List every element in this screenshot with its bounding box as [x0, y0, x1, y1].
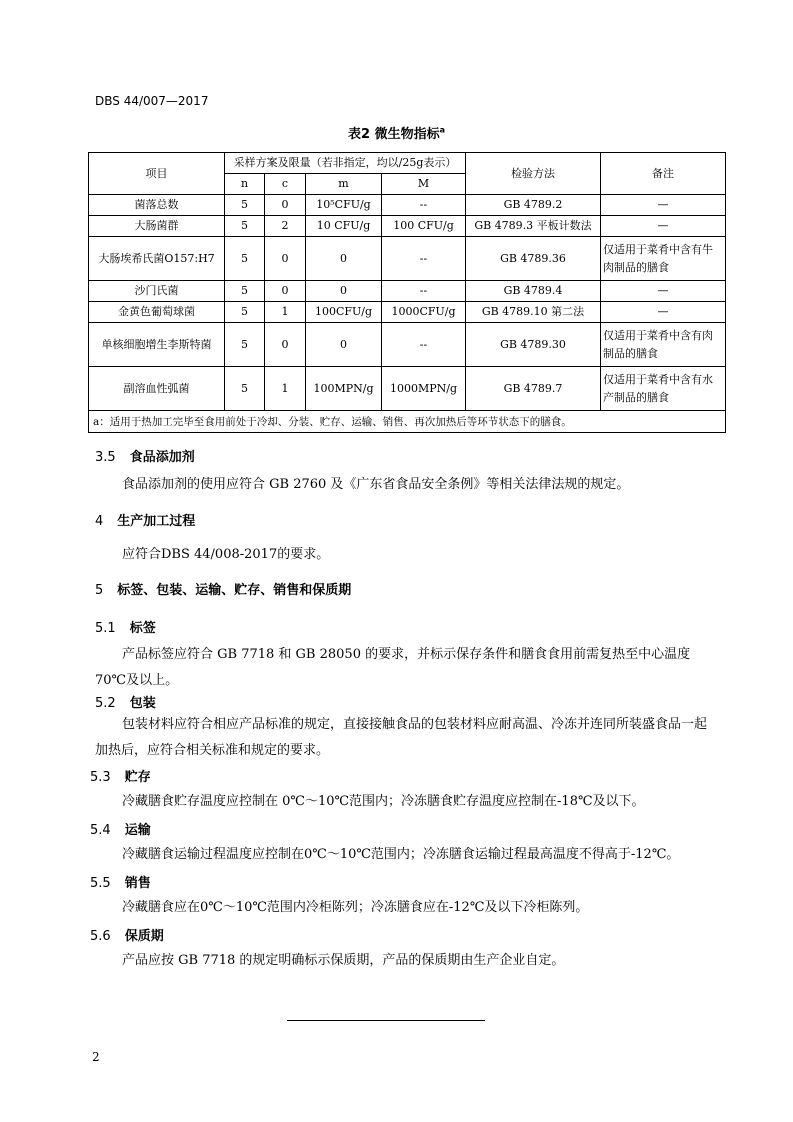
cell-item: 大肠菌群: [89, 216, 225, 237]
section-title: 生产加工过程: [117, 514, 196, 529]
cell-n: 5: [225, 323, 265, 367]
cell-m: 0: [306, 237, 382, 281]
cell-c: 1: [265, 302, 306, 323]
cell-method: GB 4789.4: [466, 281, 601, 302]
section-3-5-heading: [95, 446, 195, 465]
table-header-row: [89, 153, 726, 174]
cell-c: 0: [265, 281, 306, 302]
cell-remark: —: [601, 302, 726, 323]
cell-M: 1000CFU/g: [382, 302, 466, 323]
section-number: 5.5: [90, 876, 111, 891]
section-5-3-text: 冷藏膳食贮存温度应控制在 0℃～10℃范围内；冷冻膳食贮存温度应控制在-18℃及以下。: [122, 794, 645, 809]
section-5-heading: [95, 579, 351, 598]
section-5-5-text: 冷藏膳食应在0℃～10℃范围内冷柜陈列；冷冻膳食应在-12℃及以下冷柜陈列。: [122, 900, 589, 915]
cell-m: 10⁵CFU/g: [306, 195, 382, 216]
section-title: 销售: [124, 876, 151, 891]
section-number: 3.5: [95, 450, 116, 465]
table-row: [89, 237, 726, 281]
cell-n: 5: [225, 281, 265, 302]
section-number: 5.6: [90, 929, 111, 944]
section-3-5-text: 食品添加剂的使用应符合 GB 2760 及《广东省食品安全条例》等相关法律法规的规定。: [122, 477, 630, 492]
section-5-4-heading: [90, 819, 151, 838]
section-5-2-text: 包装材料应符合相应产品标准的规定，直接接触食品的包装材料应耐高温、冷冻并连同所装盛食品一起加热后，应符合相关标准和规定的要求。: [95, 717, 708, 758]
cell-m: 0: [306, 281, 382, 302]
cell-m: 10 CFU/g: [306, 216, 382, 237]
cell-method: GB 4789.10 第二法: [466, 302, 601, 323]
section-5-2-heading: [95, 692, 156, 711]
header-item: 项目: [89, 153, 225, 195]
cell-remark: —: [601, 216, 726, 237]
section-5-6-text: 产品应按 GB 7718 的规定明确标示保质期，产品的保质期由生产企业自定。: [122, 953, 565, 968]
cell-c: 2: [265, 216, 306, 237]
cell-c: 0: [265, 195, 306, 216]
cell-n: 5: [225, 367, 265, 411]
cell-M: --: [382, 281, 466, 302]
header-n: n: [225, 174, 265, 195]
cell-n: 5: [225, 195, 265, 216]
cell-M: --: [382, 323, 466, 367]
cell-remark: 仅适用于菜肴中含有牛肉制品的膳食: [601, 237, 726, 281]
cell-method: GB 4789.7: [466, 367, 601, 411]
cell-item: 单核细胞增生李斯特菌: [89, 323, 225, 367]
section-4-heading: [95, 510, 195, 529]
cell-m: 100MPN/g: [306, 367, 382, 411]
section-5-6-heading: [90, 925, 164, 944]
page-number: 2: [92, 1050, 100, 1064]
table-row: [89, 367, 726, 411]
header-remark: 备注: [601, 153, 726, 195]
cell-M: 1000MPN/g: [382, 367, 466, 411]
table-footnote-row: [89, 411, 726, 433]
cell-m: 100CFU/g: [306, 302, 382, 323]
table-footnote: a：适用于热加工完毕至食用前处于冷却、分装、贮存、运输、销售、再次加热后等环节状态下的膳食。: [89, 411, 726, 433]
cell-M: 100 CFU/g: [382, 216, 466, 237]
document-code: DBS 44/007—2017: [95, 94, 209, 108]
section-number: 5.3: [90, 770, 111, 785]
table-row: [89, 216, 726, 237]
table-title-footnote-mark: a: [439, 125, 445, 135]
cell-n: 5: [225, 237, 265, 281]
cell-c: 1: [265, 367, 306, 411]
cell-M: --: [382, 237, 466, 281]
section-title: 标签、包装、运输、贮存、销售和保质期: [117, 583, 352, 598]
section-title: 标签: [129, 621, 156, 636]
header-method: 检验方法: [466, 153, 601, 195]
cell-remark: —: [601, 195, 726, 216]
cell-item: 大肠埃希氏菌O157:H7: [89, 237, 225, 281]
section-number: 4: [95, 514, 104, 529]
cell-m: 0: [306, 323, 382, 367]
section-5-3-heading: [90, 766, 151, 785]
section-number: 5: [95, 583, 104, 598]
section-title: 贮存: [124, 770, 151, 785]
section-number: 5.2: [95, 696, 116, 711]
section-5-5-heading: [90, 872, 151, 891]
cell-item: 副溶血性弧菌: [89, 367, 225, 411]
table-row: [89, 302, 726, 323]
cell-item: 沙门氏菌: [89, 281, 225, 302]
cell-method: GB 4789.3 平板计数法: [466, 216, 601, 237]
header-m: m: [306, 174, 382, 195]
microbiology-table: [88, 152, 726, 433]
section-4-text: 应符合DBS 44/008-2017的要求。: [122, 547, 330, 562]
cell-remark: 仅适用于菜肴中含有肉制品的膳食: [601, 323, 726, 367]
cell-remark: 仅适用于菜肴中含有水产制品的膳食: [601, 367, 726, 411]
cell-item: 菌落总数: [89, 195, 225, 216]
section-title: 包装: [129, 696, 156, 711]
cell-M: --: [382, 195, 466, 216]
section-number: 5.1: [95, 621, 116, 636]
table-title: [0, 123, 793, 142]
section-5-4-text: 冷藏膳食运输过程温度应控制在0℃～10℃范围内；冷冻膳食运输过程最高温度不得高于-12℃。: [122, 847, 680, 862]
table-row: [89, 323, 726, 367]
table-row: [89, 281, 726, 302]
table-row: [89, 195, 726, 216]
section-5-1-text: 产品标签应符合 GB 7718 和 GB 28050 的要求，并标示保存条件和膳食食用前需复热至中心温度70℃及以上。: [95, 647, 691, 688]
cell-item: 金黄色葡萄球菌: [89, 302, 225, 323]
section-number: 5.4: [90, 823, 111, 838]
header-sampling: 采样方案及限量（若非指定，均以/25g表示）: [225, 153, 466, 174]
cell-remark: —: [601, 281, 726, 302]
cell-c: 0: [265, 323, 306, 367]
cell-method: GB 4789.36: [466, 237, 601, 281]
section-5-1-heading: [95, 617, 156, 636]
cell-n: 5: [225, 302, 265, 323]
end-rule: [287, 1020, 485, 1021]
cell-n: 5: [225, 216, 265, 237]
header-c: c: [265, 174, 306, 195]
section-title: 运输: [124, 823, 151, 838]
table-title-text: 表2 微生物指标: [348, 127, 440, 142]
cell-c: 0: [265, 237, 306, 281]
section-title: 食品添加剂: [129, 450, 195, 465]
cell-method: GB 4789.2: [466, 195, 601, 216]
header-M: M: [382, 174, 466, 195]
cell-method: GB 4789.30: [466, 323, 601, 367]
section-title: 保质期: [124, 929, 164, 944]
